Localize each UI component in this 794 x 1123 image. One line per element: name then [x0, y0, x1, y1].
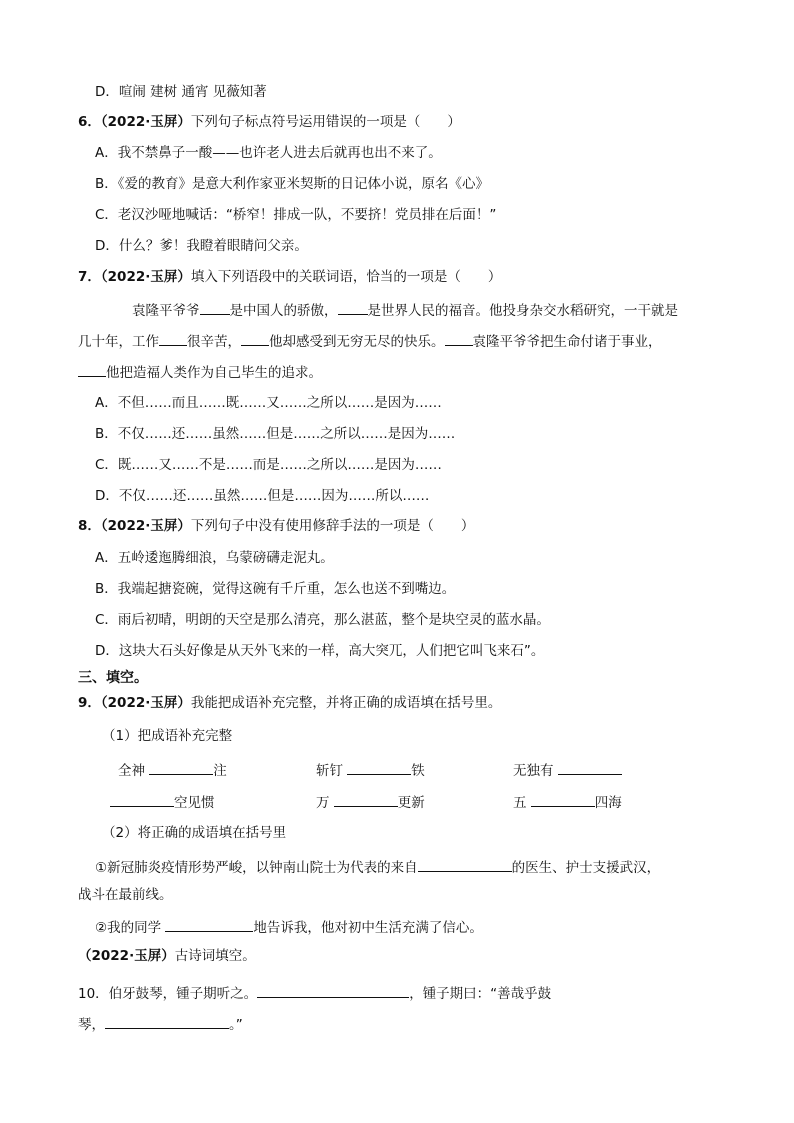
question-10-line-1: 10．伯牙鼓琴，锺子期听之。 ，锺子期曰：“善哉乎鼓	[78, 982, 551, 1004]
answer-blank[interactable]	[257, 982, 409, 998]
q8-option-b: B．我端起搪瓷碗，觉得这碗有千斤重，怎么也送不到嘴边。	[95, 581, 456, 597]
q8-option-d: D．这块大石头好像是从天外飞来的一样，高大突兀，人们把它叫飞来石”。	[95, 643, 545, 659]
idiom-item: 空见惯	[110, 791, 215, 813]
question-number: 6．	[78, 114, 101, 130]
q7-option-d: D．不仅……还……虽然……但是……因为……所以……	[95, 488, 430, 504]
q7-option-c: C．既……又……不是……而是……之所以……是因为……	[95, 457, 442, 473]
q6-option-c: C．老汉沙哑地喊话：“桥窄！排成一队，不要挤！党员排在后面！”	[95, 207, 497, 223]
answer-blank[interactable]	[165, 916, 253, 932]
question-10-line-2: 琴， 。”	[78, 1013, 243, 1035]
q7-paragraph-line-3: 他把造福人类作为自己毕生的追求。	[78, 361, 322, 383]
q7-option-b: B．不仅……还……虽然……但是……之所以……是因为……	[95, 426, 456, 442]
q6-option-b: B．《爱的教育》是意大利作家亚米契斯的日记体小说，原名《心》	[95, 176, 490, 192]
q7-paragraph-line-1: 袁隆平爷爷 是中国人的骄傲， 是世界人民的福音。他投身杂交水稻研究，一干就是	[132, 299, 678, 321]
answer-blank[interactable]	[200, 299, 230, 315]
question-source: （2022·玉屏）	[100, 114, 191, 130]
q9-subquestion-2: （2）将正确的成语填在括号里	[102, 825, 287, 841]
q9-sentence-2: ②我的同学 地告诉我，他对初中生活充满了信心。	[95, 916, 483, 938]
answer-blank[interactable]	[445, 330, 473, 346]
question-source: （2022·玉屏）	[100, 518, 191, 534]
question-text: 下列句子标点符号运用错误的一项是（ ）	[190, 114, 461, 130]
answer-blank[interactable]	[159, 330, 187, 346]
question-8-stem	[78, 516, 474, 536]
question-number: 9．	[78, 695, 101, 711]
idiom-item: 五 四海	[513, 791, 622, 813]
q7-option-a: A．不但……而且……既……又……之所以……是因为……	[95, 395, 442, 411]
section-title: 三、填空。	[78, 670, 148, 686]
answer-blank[interactable]	[338, 299, 368, 315]
question-number: 8．	[78, 518, 101, 534]
answer-blank[interactable]	[78, 361, 106, 377]
question-6-stem	[78, 112, 461, 132]
q8-option-c: C．雨后初晴，明朗的天空是那么清亮，那么湛蓝，整个是块空灵的蓝水晶。	[95, 612, 550, 628]
q6-option-a: A．我不禁鼻子一酸——也许老人进去后就再也出不来了。	[95, 145, 442, 161]
answer-blank[interactable]	[558, 759, 622, 775]
question-source: （2022·玉屏）	[100, 269, 191, 285]
q7-paragraph-line-2: 几十年，工作 很辛苦， 他却感受到无穷无尽的快乐。 袁隆平爷爷把生命付诸于事业，	[78, 330, 662, 352]
question-text: 下列句子中没有使用修辞手法的一项是（ ）	[190, 518, 475, 534]
answer-blank[interactable]	[334, 791, 398, 807]
poem-section-stem	[78, 946, 256, 966]
question-text: 填入下列语段中的关联词语，恰当的一项是（ ）	[190, 269, 502, 285]
answer-blank[interactable]	[241, 330, 269, 346]
answer-blank[interactable]	[105, 1013, 229, 1029]
q9-subquestion-1: （1）把成语补充完整	[102, 728, 233, 744]
q9-sentence-1-continued: 战斗在最前线。	[78, 887, 173, 903]
question-text: 古诗词填空。	[174, 948, 256, 964]
q8-option-a: A．五岭逶迤腾细浪，乌蒙磅礴走泥丸。	[95, 550, 334, 566]
question-source: （2022·玉屏）	[78, 948, 175, 964]
question-9-stem	[78, 693, 501, 713]
question-7-stem	[78, 267, 501, 287]
answer-blank[interactable]	[531, 791, 595, 807]
idiom-item: 无独有	[513, 759, 622, 781]
question-source: （2022·玉屏）	[100, 695, 191, 711]
idiom-item: 斩钉 铁	[316, 759, 425, 781]
question-number: 7．	[78, 269, 101, 285]
idiom-item: 全神 注	[118, 759, 227, 781]
idiom-item: 万 更新	[316, 791, 425, 813]
q6-option-d: D．什么？爹！我瞪着眼睛问父亲。	[95, 238, 308, 254]
question-text: 我能把成语补充完整，并将正确的成语填在括号里。	[190, 695, 502, 711]
q9-sentence-1: ①新冠肺炎疫情形势严峻，以钟南山院士为代表的来自 的医生、护士支援武汉，	[95, 856, 660, 878]
answer-blank[interactable]	[347, 759, 411, 775]
answer-blank[interactable]	[149, 759, 213, 775]
answer-blank[interactable]	[418, 856, 512, 872]
answer-blank[interactable]	[110, 791, 174, 807]
q5-option-d: D．喧闹 建树 通宵 见薇知著	[95, 84, 267, 100]
